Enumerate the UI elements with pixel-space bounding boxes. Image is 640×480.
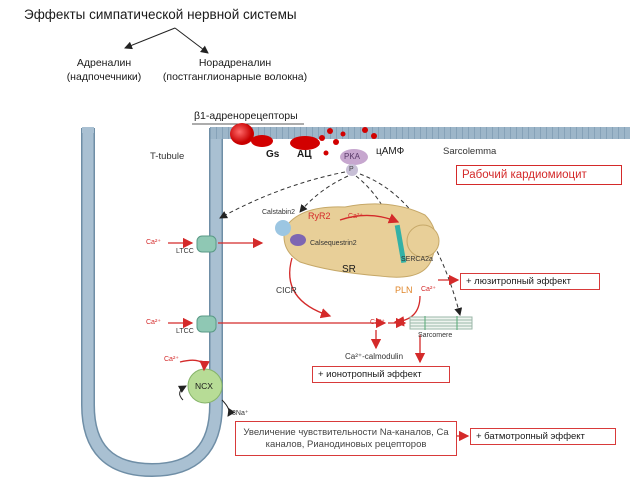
gs-label: Gs — [266, 149, 280, 160]
adrenaline-source: (надпочечники) — [66, 71, 142, 83]
adenylate-cyclase — [290, 136, 320, 150]
t-tubule-label: T-tubule — [150, 151, 185, 162]
pka-label: PKA — [344, 152, 361, 161]
arrow-to-adrenaline — [125, 28, 175, 48]
arrow-to-noradrenaline — [175, 28, 208, 53]
adrenaline-name: Адреналин — [76, 57, 132, 69]
gs-protein — [251, 135, 273, 147]
serca-label: SERCA2a — [401, 256, 433, 263]
ltcc-channel-2 — [197, 316, 216, 332]
sarcomere-label: Sarcomere — [418, 332, 453, 339]
ncx-label: NCX — [195, 381, 213, 391]
ca-label-3: Ca²⁺ — [164, 356, 179, 363]
lusitropic-box: + люзитропный эффект — [460, 273, 600, 290]
ltcc-label-2: LTCC — [176, 328, 194, 335]
ltcc-channel-1 — [197, 236, 216, 252]
sarcolemma-label: Sarcolemma — [443, 146, 497, 157]
ca-pln-label: Ca²⁺ — [421, 286, 436, 293]
ca-label-1: Ca²⁺ — [146, 239, 161, 246]
page-title: Эффекты симпатической нервной системы — [24, 7, 297, 22]
beta1-receptor — [230, 123, 254, 145]
calstabin-label: Calstabin2 — [262, 209, 296, 216]
ca-label-2: Ca²⁺ — [146, 319, 161, 326]
noradrenaline-source: (постганглионарные волокна) — [162, 71, 308, 83]
sr-label: SR — [342, 264, 356, 275]
ryr2-label: RyR2 — [308, 211, 331, 221]
t-tubule-outer — [88, 128, 216, 470]
na-label: 3Na⁺ — [232, 410, 249, 417]
receptor-label: β1-адренорецепторы — [194, 110, 298, 122]
inotropic-box: + ионотропный эффект — [312, 366, 450, 383]
sarcomere — [410, 316, 472, 330]
sensitivity-box: Увеличение чувствительности Na-каналов, Ca каналов, Рианодиновых рецепторов — [235, 421, 457, 456]
sarcolemma-membrane — [210, 127, 630, 139]
calsequestrin-label: Calsequestrin2 — [310, 240, 357, 247]
camp-label: цАМФ — [376, 146, 405, 157]
cicr-label: CICR — [276, 285, 297, 295]
calmodulin-label: Ca²⁺-calmodulin — [345, 352, 404, 361]
noradrenaline-name: Норадреналин — [198, 57, 272, 69]
ca-sr-top: Ca²⁺ — [348, 213, 363, 220]
ca-mid-label: Ca²⁺ — [370, 319, 385, 326]
ltcc-label-1: LTCC — [176, 248, 194, 255]
cardiomyocyte-box: Рабочий кардиомиоцит — [456, 165, 622, 185]
noradrenaline-label — [150, 56, 320, 84]
adrenaline-label — [54, 56, 154, 84]
ac-label: АЦ — [297, 149, 312, 160]
bathmotropic-box: + батмотропный эффект — [470, 428, 616, 445]
pln-blob — [407, 225, 439, 257]
p-label: P — [349, 166, 354, 173]
pln-label: PLN — [395, 285, 413, 295]
